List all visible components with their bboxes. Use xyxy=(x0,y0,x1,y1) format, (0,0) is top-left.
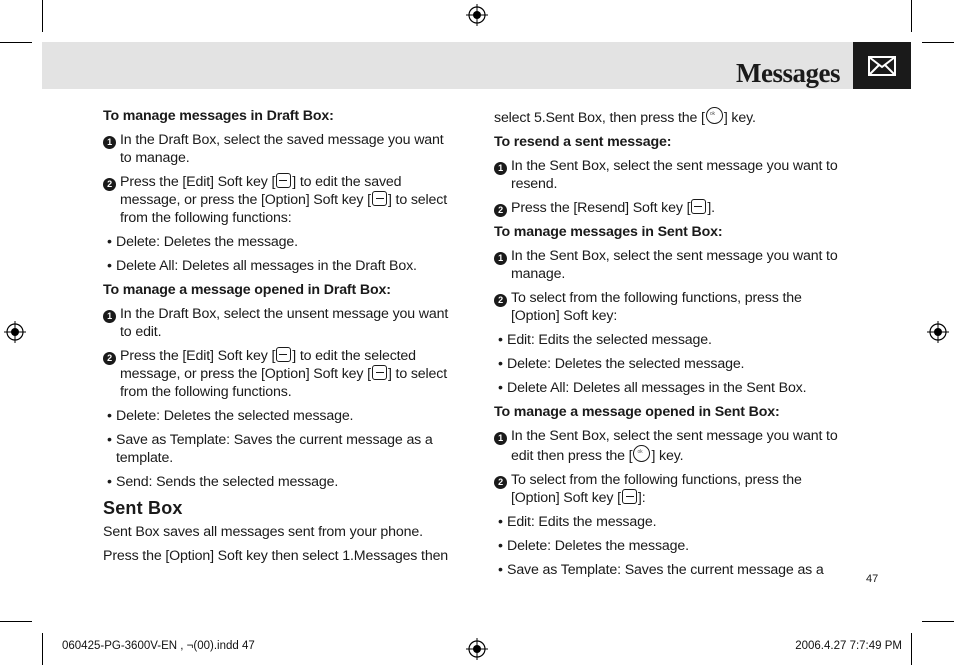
resend-heading: To resend a sent message: xyxy=(494,134,672,150)
list-item: • Send: Sends the selected message. xyxy=(107,474,339,490)
step-number: 1 xyxy=(494,252,507,265)
step-text: In the Sent Box, select the sent message you want to edit then press the [ok ] key. xyxy=(511,427,844,465)
step-item xyxy=(494,289,844,325)
list-item: • Delete: Deletes the selected message. xyxy=(498,356,745,372)
step-number: 2 xyxy=(494,476,507,489)
step-item xyxy=(494,427,844,465)
crop-mark xyxy=(911,633,912,665)
step-item xyxy=(103,131,455,167)
left-soft-key-icon xyxy=(691,199,706,214)
step-item xyxy=(494,471,844,507)
registration-mark-icon xyxy=(466,638,488,660)
footer-file: 060425-PG-3600V-EN , ¬(00).indd 47 xyxy=(62,640,255,652)
step-item xyxy=(494,157,844,193)
sent-box-section-title: Sent Box xyxy=(103,498,183,518)
step-text: To select from the following functions, press the [Option] Soft key [ ]: xyxy=(511,472,802,506)
step-number: 2 xyxy=(494,294,507,307)
step-number: 1 xyxy=(494,432,507,445)
list-item: • Delete All: Deletes all messages in the Draft Box. xyxy=(107,258,417,274)
ok-key-icon xyxy=(706,107,723,124)
step-text: To select from the following functions, press the [Option] Soft key: xyxy=(511,290,802,324)
list-item: • Edit: Edits the message. xyxy=(498,514,657,530)
list-item: • Delete: Deletes the message. xyxy=(498,538,689,554)
paragraph: Sent Box saves all messages sent from your phone. xyxy=(103,524,423,540)
registration-mark-icon xyxy=(4,321,26,343)
step-number: 2 xyxy=(103,352,116,365)
step-text: In the Sent Box, select the sent message you want to resend. xyxy=(511,158,838,192)
page-number: 47 xyxy=(866,573,879,585)
step-number: 2 xyxy=(103,178,116,191)
paragraph: Press the [Option] Soft key then select 1.Messages then xyxy=(103,548,449,564)
list-item: • Delete All: Deletes all messages in the Sent Box. xyxy=(498,380,807,396)
crop-mark xyxy=(42,0,43,32)
step-number: 1 xyxy=(103,310,116,323)
paragraph: select 5.Sent Box, then press the [ok ] key. xyxy=(494,107,844,127)
step-text: Press the [Edit] Soft key [ ] to edit the selected message, or press the [Option] Soft key [ ] to select from the following functions. xyxy=(120,348,448,400)
step-number: 1 xyxy=(494,162,507,175)
envelope-icon xyxy=(868,56,896,76)
right-column xyxy=(494,107,844,585)
step-item xyxy=(494,199,844,217)
crop-mark xyxy=(42,633,43,665)
footer-timestamp: 2006.4.27 7:7:49 PM xyxy=(795,640,902,652)
list-item: • Save as Template: Saves the current message as a xyxy=(498,562,824,578)
crop-mark xyxy=(0,621,32,622)
ok-key-icon xyxy=(633,445,650,462)
step-text: In the Sent Box, select the sent message you want to manage. xyxy=(511,248,838,282)
crop-mark xyxy=(922,621,954,622)
list-item: • Delete: Deletes the message. xyxy=(107,234,298,250)
section-tab xyxy=(853,42,911,89)
draft-box-heading: To manage messages in Draft Box: xyxy=(103,108,334,124)
step-text: Press the [Edit] Soft key [ ] to edit the saved message, or press the [Option] Soft key [ ] to select from the following functions: xyxy=(120,174,448,226)
opened-draft-heading: To manage a message opened in Draft Box: xyxy=(103,282,391,298)
step-item xyxy=(103,305,455,341)
step-number: 2 xyxy=(494,204,507,217)
page-title: Messages xyxy=(736,58,840,88)
registration-mark-icon xyxy=(927,321,949,343)
step-item xyxy=(103,173,455,227)
manage-sent-heading: To manage messages in Sent Box: xyxy=(494,224,723,240)
left-column xyxy=(103,107,455,571)
crop-mark xyxy=(0,42,32,43)
right-soft-key-icon xyxy=(372,191,387,206)
step-text: Press the [Resend] Soft key [ ]. xyxy=(511,200,715,216)
right-soft-key-icon xyxy=(622,489,637,504)
crop-mark xyxy=(922,42,954,43)
step-item xyxy=(494,247,844,283)
crop-mark xyxy=(911,0,912,32)
opened-sent-heading: To manage a message opened in Sent Box: xyxy=(494,404,780,420)
list-item: • Edit: Edits the selected message. xyxy=(498,332,712,348)
left-soft-key-icon xyxy=(276,347,291,362)
header-band xyxy=(42,42,853,89)
left-soft-key-icon xyxy=(276,173,291,188)
step-number: 1 xyxy=(103,136,116,149)
list-item: • Delete: Deletes the selected message. xyxy=(107,408,354,424)
list-item: • Save as Template: Saves the current message as a template. xyxy=(107,432,433,466)
registration-mark-icon xyxy=(466,4,488,26)
right-soft-key-icon xyxy=(372,365,387,380)
step-text: In the Draft Box, select the saved message you want to manage. xyxy=(120,132,444,166)
step-text: In the Draft Box, select the unsent message you want to edit. xyxy=(120,306,449,340)
step-item xyxy=(103,347,455,401)
